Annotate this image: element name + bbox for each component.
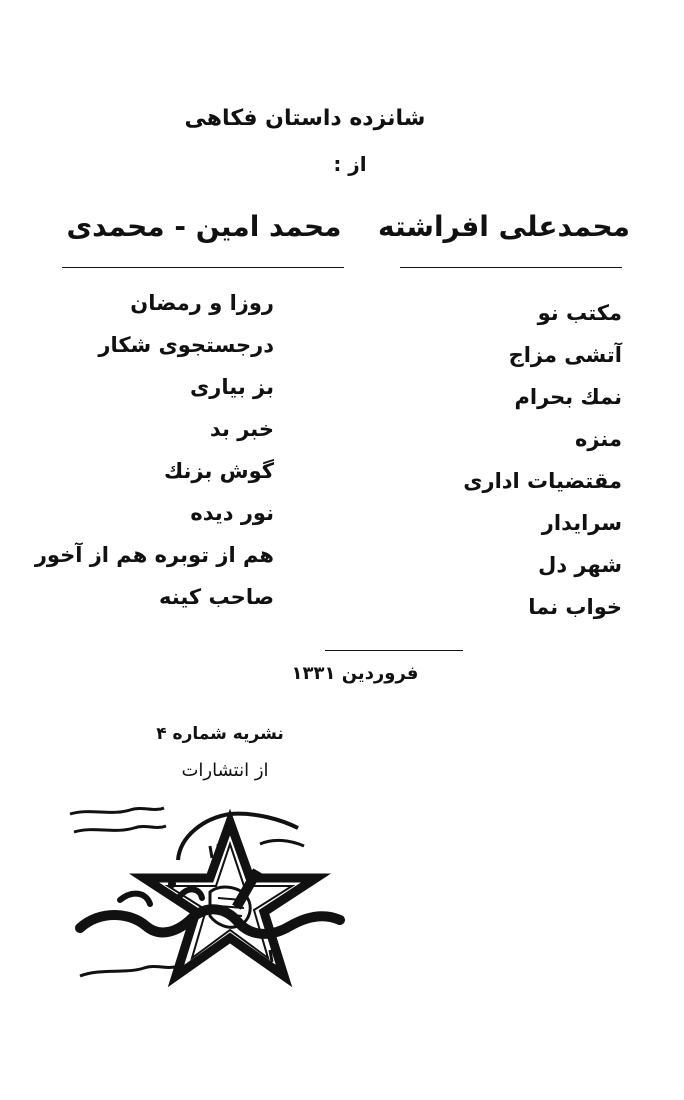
publication-date: فروردین ۱۳۳۱ xyxy=(291,663,419,684)
story-item: خبر بد xyxy=(209,417,274,441)
story-item: مقتضیات اداری xyxy=(463,469,622,493)
book-title: شانزده داستان فکاهی xyxy=(184,106,426,131)
by-label: از : xyxy=(333,152,367,176)
publisher-logo xyxy=(60,800,350,1000)
story-item: درجستجوی شکار xyxy=(98,333,274,357)
story-item: نمك بحرام xyxy=(514,385,622,409)
story-item: صاحب کینه xyxy=(159,585,274,609)
author-right: محمدعلی افراشته xyxy=(378,210,630,243)
story-item: خواب نما xyxy=(528,595,622,619)
publication-number: نشریه شماره ۴ xyxy=(156,724,284,744)
story-item: هم از توبره هم از آخور xyxy=(34,543,274,567)
imprint-label: از انتشارات xyxy=(181,760,269,781)
story-item: منزه xyxy=(574,427,622,451)
story-item: شهر دل xyxy=(538,553,622,577)
story-item: روزا و رمضان xyxy=(130,291,274,315)
divider-left xyxy=(62,267,344,268)
story-item: بز بیاری xyxy=(190,375,274,399)
divider-right xyxy=(400,267,622,268)
story-item: مکتب نو xyxy=(537,301,622,325)
story-item: سرایدار xyxy=(541,511,622,535)
story-item: گوش بزنك xyxy=(163,459,274,483)
story-list-left xyxy=(35,282,274,618)
author-left: محمد امین - محمدی xyxy=(66,210,342,243)
story-item: نور دیده xyxy=(190,501,274,525)
story-item: آتشی مزاج xyxy=(508,343,622,367)
divider-center xyxy=(325,650,463,651)
story-list-right xyxy=(463,292,622,628)
star-hand-hammer-emblem-icon xyxy=(70,808,340,976)
